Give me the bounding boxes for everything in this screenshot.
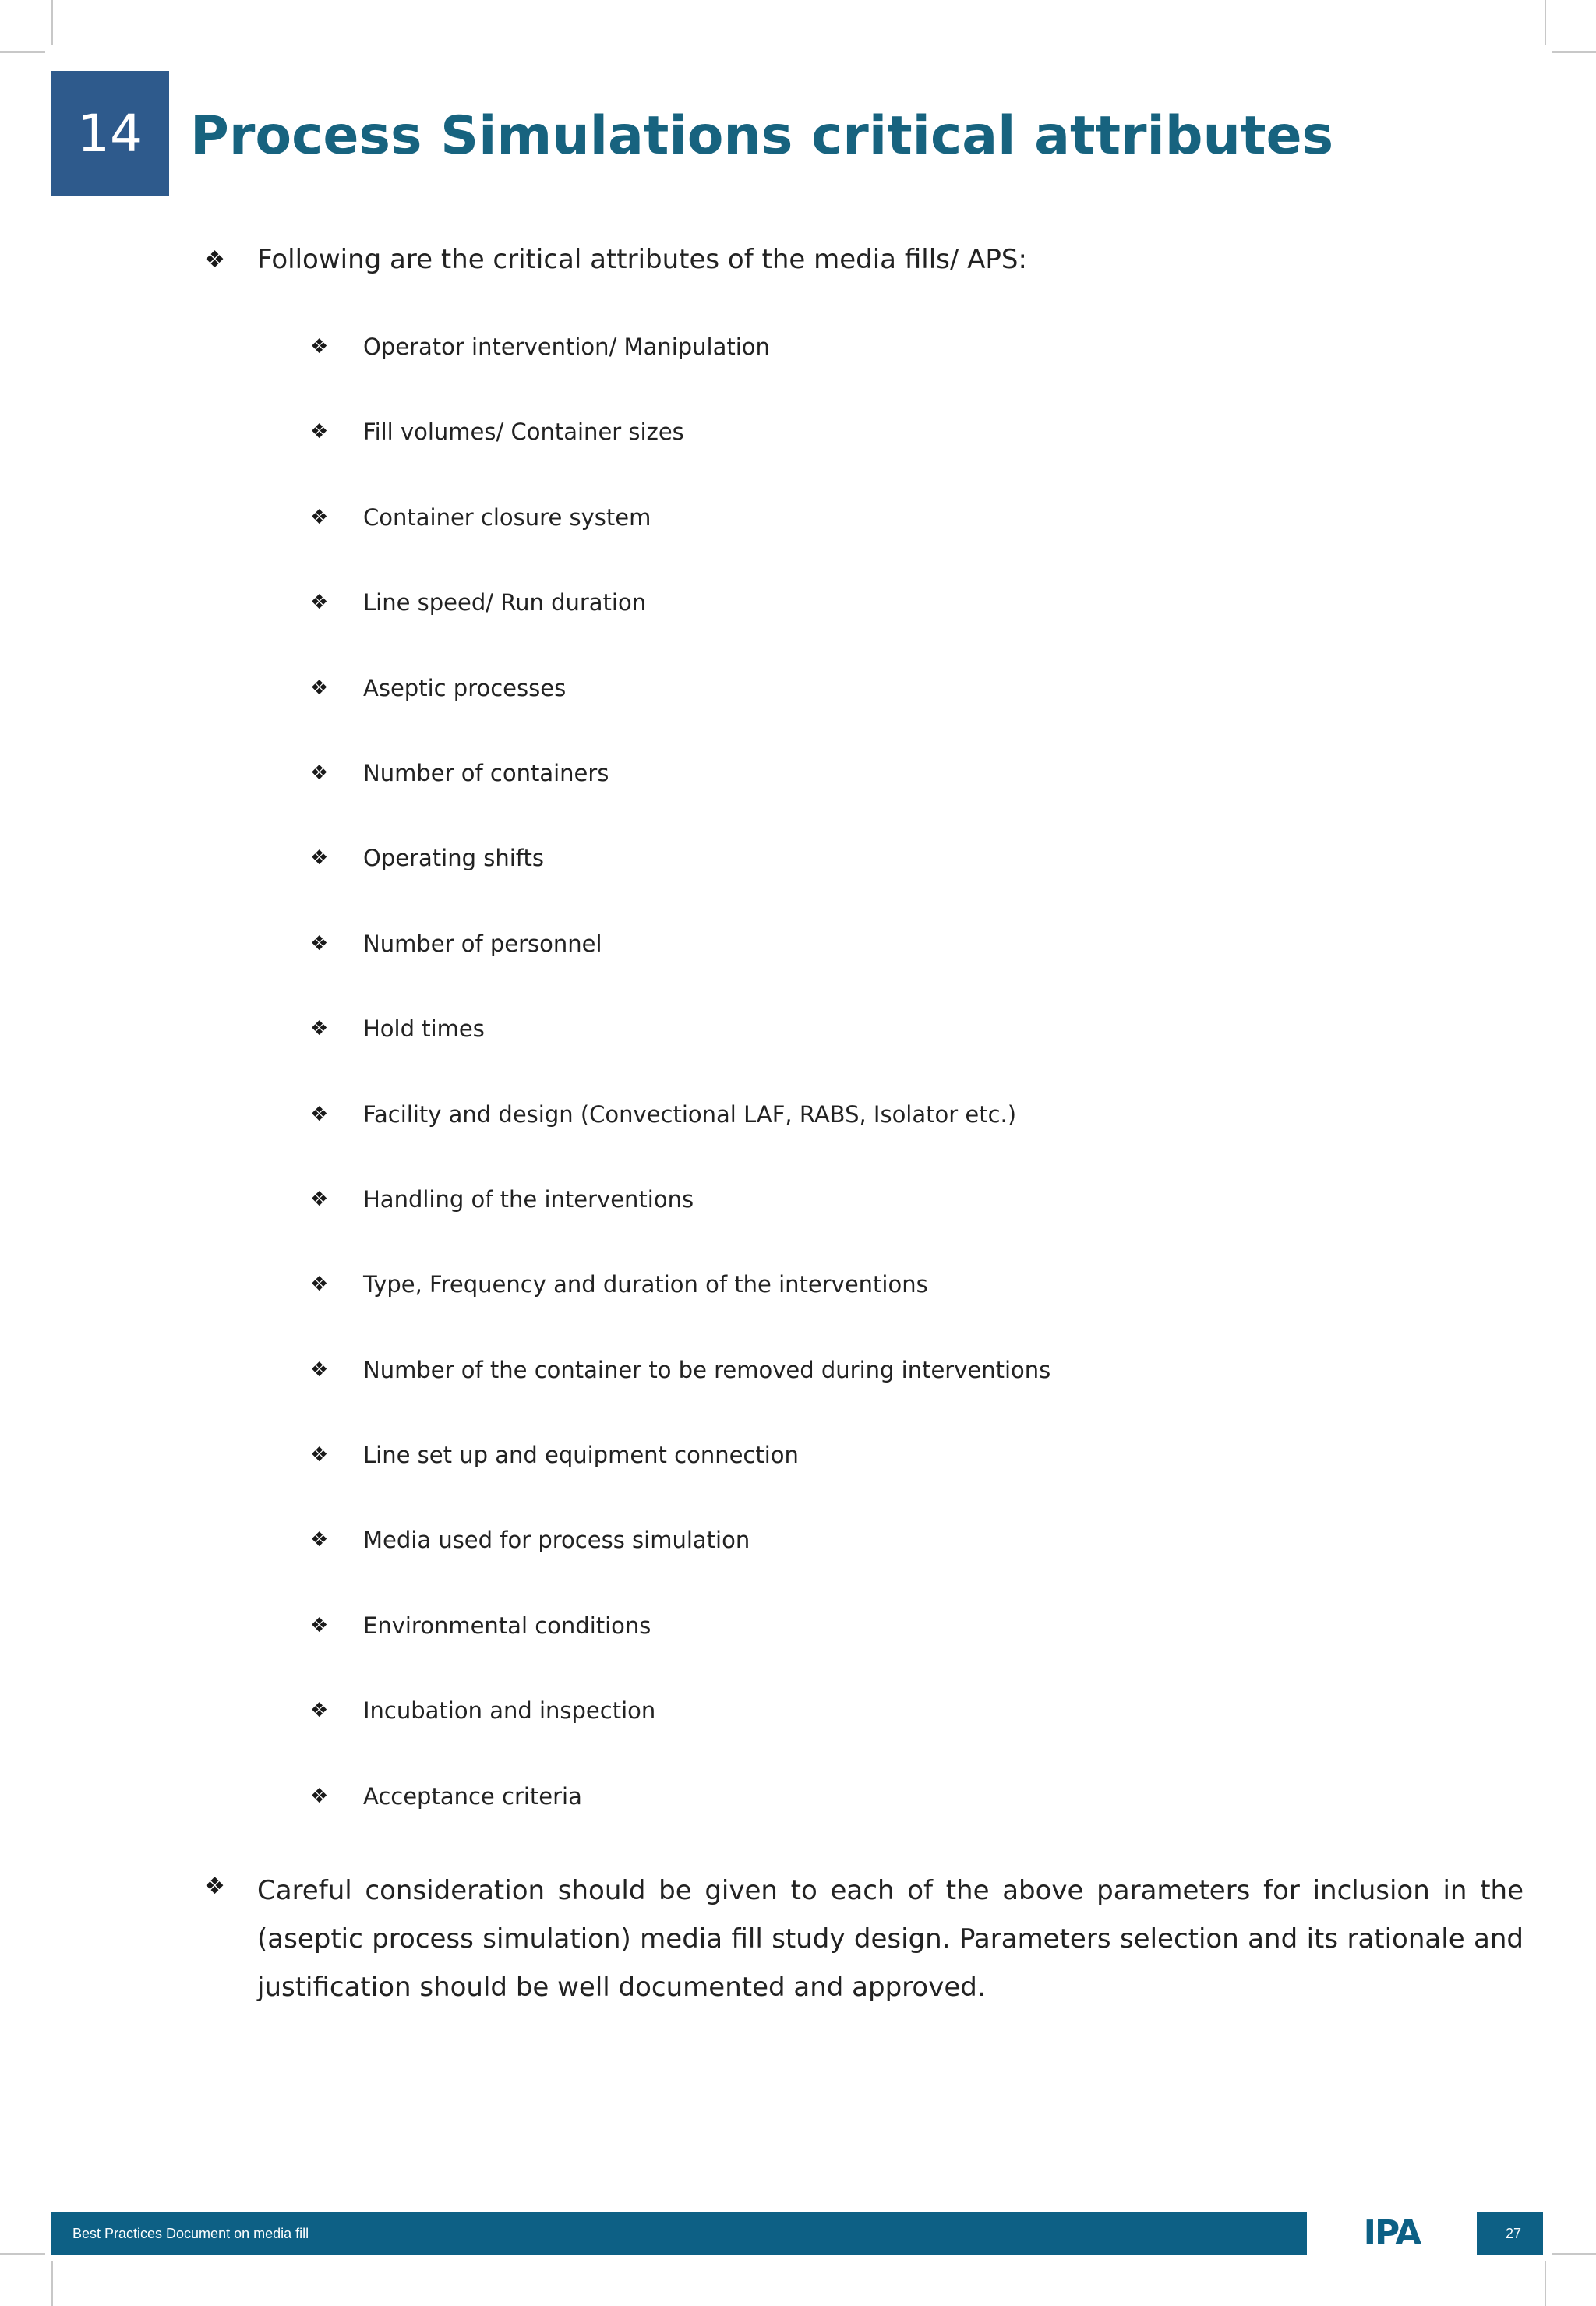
list-item-text: Acceptance criteria (363, 1782, 582, 1810)
list-item-text: Container closure system (363, 503, 651, 531)
attribute-list (0, 332, 1596, 1866)
crop-mark (0, 51, 45, 53)
diamond-bullet-icon: ❖ (310, 1187, 329, 1211)
diamond-bullet-icon: ❖ (310, 591, 329, 615)
list-item-text: Fill volumes/ Container sizes (363, 418, 684, 446)
list-item-text: Type, Frequency and duration of the interventions (363, 1271, 928, 1298)
list-item-text: Incubation and inspection (363, 1697, 656, 1725)
list-item (0, 1100, 1596, 1185)
crop-mark (1545, 0, 1546, 45)
crop-mark (1545, 2261, 1546, 2306)
diamond-bullet-icon: ❖ (310, 1017, 329, 1041)
list-item-text: Number of the container to be removed during interventions (363, 1356, 1051, 1383)
list-item (0, 588, 1596, 673)
list-item (0, 1014, 1596, 1099)
list-item-text: Line set up and equipment connection (363, 1442, 799, 1469)
list-item-text: Number of personnel (363, 930, 602, 957)
footer-bar (51, 2212, 1543, 2255)
diamond-bullet-icon: ❖ (310, 1358, 329, 1382)
ipa-logo (1307, 2212, 1477, 2255)
diamond-bullet-icon: ❖ (310, 931, 329, 955)
list-item (0, 758, 1596, 843)
list-item (0, 929, 1596, 1014)
list-item (0, 673, 1596, 758)
list-item (0, 503, 1596, 588)
list-item (0, 1696, 1596, 1781)
list-item-text: Line speed/ Run duration (363, 589, 647, 616)
list-item (0, 1611, 1596, 1696)
diamond-bullet-icon: ❖ (310, 1273, 329, 1297)
list-item-text: Operator intervention/ Manipulation (363, 334, 770, 360)
page-title: Process Simulations critical attributes (190, 105, 1334, 167)
list-item (0, 1440, 1596, 1525)
list-item-text: Handling of the interventions (363, 1185, 694, 1213)
crop-mark (0, 2253, 45, 2255)
intro-text: Following are the critical attributes of the media fills/ APS: (257, 244, 1027, 275)
page-number: 27 (1505, 2226, 1521, 2241)
crop-mark (1552, 51, 1596, 53)
diamond-bullet-icon: ❖ (310, 420, 329, 444)
list-item-text: Facility and design (Convectional LAF, RABS, Isolator etc.) (363, 1100, 1017, 1128)
diamond-bullet-icon: ❖ (310, 1613, 329, 1637)
diamond-bullet-icon: ❖ (310, 1102, 329, 1126)
list-item (0, 1185, 1596, 1270)
diamond-bullet-icon: ❖ (310, 676, 329, 700)
list-item (0, 332, 1596, 417)
diamond-bullet-icon: ❖ (310, 335, 329, 358)
diamond-bullet-icon: ❖ (310, 1699, 329, 1723)
diamond-bullet-icon: ❖ (310, 846, 329, 870)
list-item-text: Environmental conditions (363, 1612, 651, 1639)
list-item-text: Number of containers (363, 759, 609, 786)
list-item (0, 417, 1596, 502)
crop-mark (51, 2261, 53, 2306)
list-item (0, 1782, 1596, 1866)
section-number: 14 (51, 71, 169, 196)
diamond-bullet-icon: ❖ (310, 1784, 329, 1808)
closing-paragraph: Careful consideration should be given to each of the above parameters for inclusion in the (aseptic process simulation) media fill study design. Parameters selection and its rationale and justification should be well documented and approved. (257, 1875, 1524, 2003)
intro-bullet-item (0, 243, 1596, 276)
crop-mark (1552, 2253, 1596, 2255)
crop-mark (51, 0, 53, 45)
ipa-logo-text: IPA (1363, 2213, 1421, 2253)
list-item (0, 843, 1596, 928)
list-item (0, 1355, 1596, 1440)
diamond-bullet-icon: ❖ (204, 1873, 225, 1900)
diamond-bullet-icon: ❖ (310, 505, 329, 529)
list-item-text: Hold times (363, 1015, 485, 1043)
footer-document-title: Best Practices Document on media fill (72, 2226, 309, 2241)
diamond-bullet-icon: ❖ (310, 761, 329, 785)
list-item-text: Operating shifts (363, 845, 544, 872)
diamond-bullet-icon: ❖ (204, 246, 225, 274)
list-item-text: Media used for process simulation (363, 1527, 750, 1554)
list-item (0, 1525, 1596, 1610)
diamond-bullet-icon: ❖ (310, 1528, 329, 1552)
list-item (0, 1270, 1596, 1354)
list-item-text: Aseptic processes (363, 674, 567, 701)
diamond-bullet-icon: ❖ (310, 1443, 329, 1467)
